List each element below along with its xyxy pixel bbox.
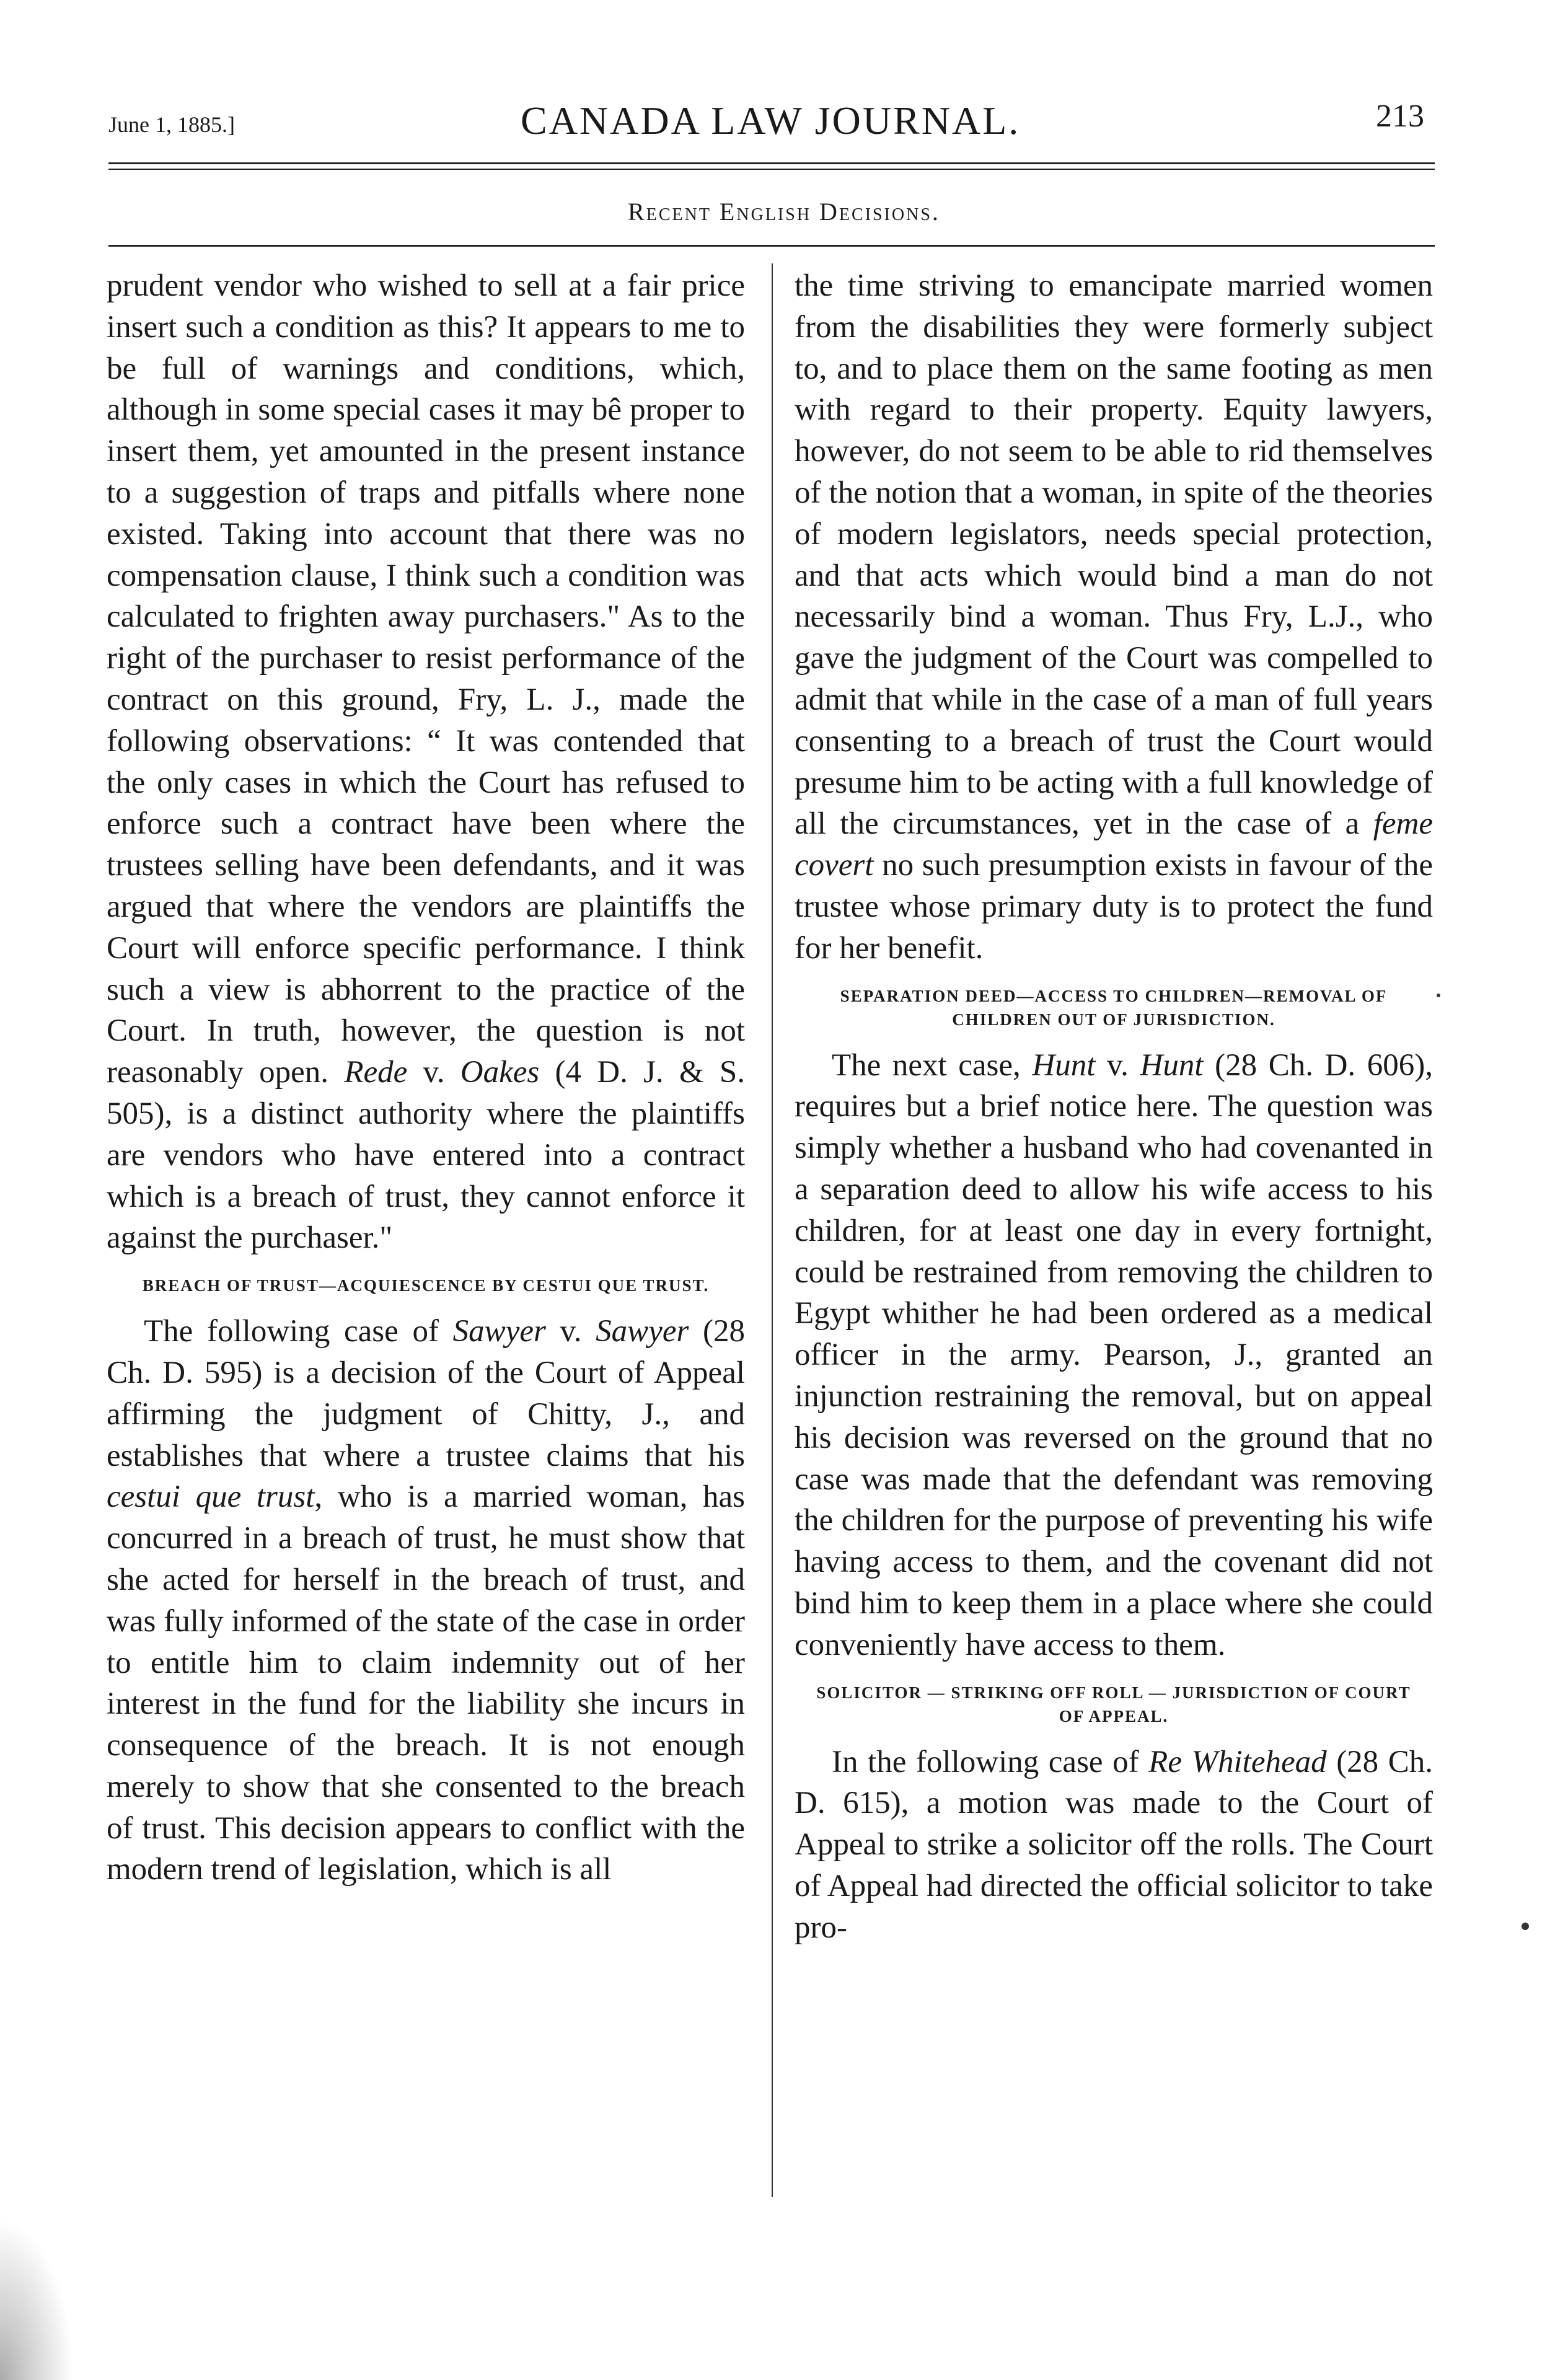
section-title: Recent English Decisions. — [628, 198, 940, 226]
text-run: (4 D. J. & S. 505), is a distinct authority where the plaintiffs are vendors who have entered into a contract which is a breach of trust, they cannot enforce it against the purchaser." — [107, 1055, 745, 1256]
text-run: (28 Ch. D. 595) is a decision of the Court of Appeal affirming the judgment of Chitty, J., and establishes that where a trustee claims that his — [107, 1314, 745, 1473]
case-name: Oakes — [460, 1055, 540, 1090]
subsection-heading: BREACH OF TRUST—ACQUIESCENCE BY CESTUI QUE TRUST. — [142, 1276, 710, 1295]
header-rule — [108, 162, 1435, 164]
paragraph — [107, 1311, 745, 1890]
text-run: no such presumption exists in favour of the trustee whose primary duty is to protect the fund for her benefit. — [795, 848, 1433, 966]
journal-title: CANADA LAW JOURNAL. — [521, 99, 1021, 143]
legal-term: cestui que trust — [107, 1479, 315, 1515]
case-name: Rede — [344, 1055, 408, 1090]
case-name: Re Whitehead — [1148, 1744, 1327, 1779]
subsection-heading: SEPARATION DEED—ACCESS TO CHILDREN—REMOVAL OF CHILDREN OUT OF JURISDICTION. — [840, 986, 1388, 1029]
text-run: prudent vendor who wished to sell at a fair price insert such a condition as this? It appears to me to be full of warnings and conditions, which, although in some special cases it may bê proper to insert them, yet amounted in the present instance to a suggestion of traps and pitfalls where none existed. Taking into account that there was no compensation clause, I think such a condition was calculated to frighten away purchasers." As to the right of the purchaser to resist performance of the contract on this ground, Fry, L. J., made the following observations: “ It was contended that the only cases in which the Court has refused to enforce such a contract have been where the trustees selling have been defendants, and it was argued that where the vendors are plaintiffs the Court will enforce specific performance. I think such a view is abhorrent to the practice of the Court. In truth, however, the question is not reasonably open. — [107, 268, 745, 1090]
text-run: v. — [1095, 1047, 1140, 1083]
case-name: Hunt — [1140, 1047, 1204, 1083]
header-rule-thin — [108, 169, 1435, 170]
subsection-heading: SOLICITOR — STRIKING OFF ROLL — JURISDICTION OF COURT OF APPEAL. — [816, 1683, 1411, 1726]
case-name: Sawyer — [596, 1314, 689, 1349]
text-run: The next case, — [832, 1047, 1033, 1083]
text-run: v. — [407, 1055, 460, 1090]
legal-term: feme covert — [795, 806, 1433, 883]
paragraph — [795, 265, 1433, 969]
text-run: the time striving to emancipate married women from the disabilities they were formerly subject to, and to place them on the same footing as men with regard to their property. Equity lawyers, however, do not seem to be able to rid themselves of the notion that a woman, in spite of the theories of modern legislators, needs special protection, and that acts which would bind a man do not necessarily bind a woman. Thus Fry, L.J., who gave the judgment of the Court was compelled to admit that while in the case of a man of full years consenting to a breach of trust the Court would presume him to be acting with a full knowledge of all the circumstances, yet in the case of a — [795, 268, 1433, 842]
ink-spot — [1437, 994, 1440, 997]
column-divider — [772, 263, 773, 2197]
right-column — [795, 265, 1433, 1948]
text-run: The following case of — [144, 1314, 453, 1349]
paragraph — [795, 1045, 1433, 1666]
case-name: Hunt — [1032, 1047, 1096, 1083]
section-rule — [108, 245, 1435, 247]
text-run: (28 Ch. D. 615), a motion was made to the Court of Appeal to strike a solicitor off the rolls. The Court of Appeal had directed the official solicitor to take pro- — [795, 1744, 1433, 1945]
text-run: v. — [545, 1314, 596, 1349]
page-number: 213 — [1376, 99, 1424, 134]
left-column — [107, 265, 745, 1890]
text-run: (28 Ch. D. 606), requires but a brief notice here. The question was simply whether a husband who had covenanted in a separation deed to allow his wife access to his children, for at least one day in every fortnight, could be restrained from removing the children to Egypt whither he had been ordered as a medical officer in the army. Pearson, J., granted an injunction restraining the removal, but on appeal his decision was reversed on the ground that no case was made that the defendant was removing the children for the purpose of preventing his wife having access to them, and the covenant did not bind him to keep them in a place where she could conveniently have access to them. — [795, 1047, 1433, 1662]
text-run: In the following case of — [832, 1744, 1149, 1779]
ink-spot — [1522, 1923, 1529, 1930]
text-run: , who is a married woman, has concurred in a breach of trust, he must show that she acted for herself in the breach of trust, and was fully informed of the state of the case in order to entitle him to claim indemnity out of her interest in the fund for the liability she incurs in consequence of the breach. It is not enough merely to show that she consented to the breach of trust. This decision appears to conflict with the modern trend of legislation, which is all — [107, 1479, 745, 1887]
case-name: Sawyer — [452, 1314, 546, 1349]
header-date: June 1, 1885.] — [108, 112, 235, 137]
paragraph — [107, 265, 745, 1259]
page-smudge — [0, 2219, 74, 2380]
paragraph — [795, 1742, 1433, 1949]
